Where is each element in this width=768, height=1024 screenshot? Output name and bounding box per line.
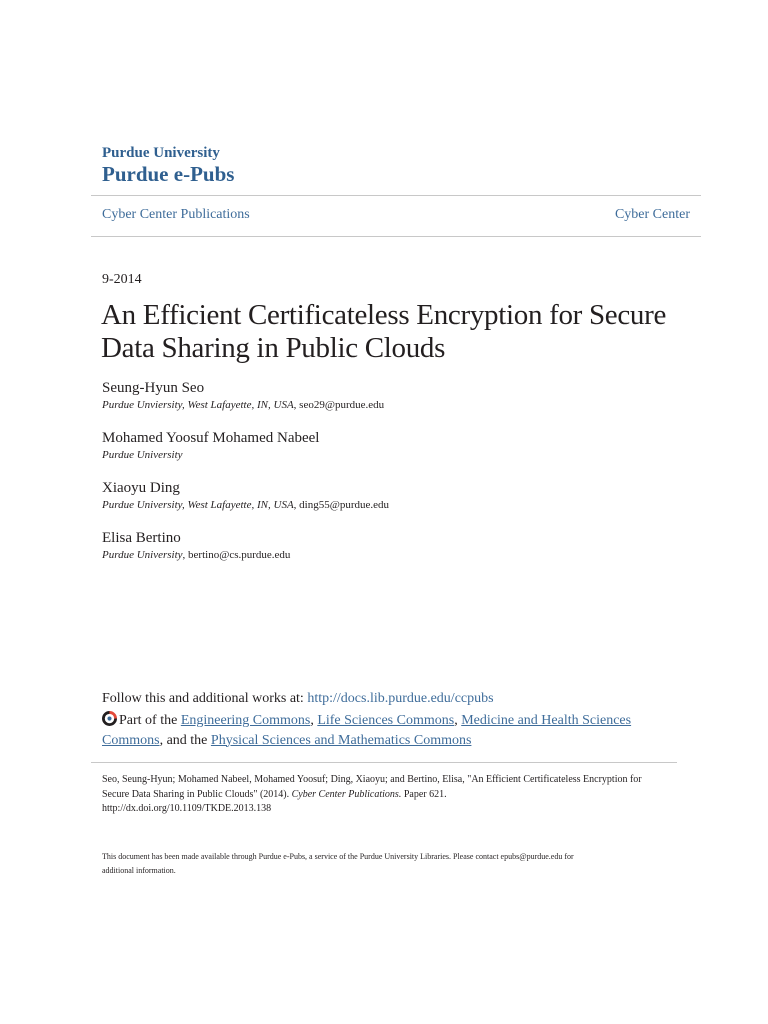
citation-divider — [91, 762, 677, 763]
author-entry — [102, 479, 692, 529]
author-name: Mohamed Yoosuf Mohamed Nabeel — [102, 430, 320, 446]
notice-line-1: This document has been made available through Purdue e-Pubs, a service of the Purdue University Libraries. Please contact epubs@purdue.edu for — [102, 852, 574, 861]
author-name: Elisa Bertino — [102, 530, 181, 546]
separator: , — [454, 713, 462, 728]
series-divider — [91, 236, 701, 237]
author-entry — [102, 379, 692, 429]
engineering-commons-link[interactable]: Engineering Commons — [180, 713, 311, 728]
medicine-health-sciences-link[interactable]: Medicine and Health Sciences — [461, 713, 632, 728]
affiliation-text: Purdue Unviersity, West Lafayette, IN, USA — [102, 399, 294, 411]
collection-link[interactable]: Cyber Center Publications — [102, 207, 250, 222]
author-list — [102, 379, 692, 579]
citation-series: Cyber Center Publications. — [291, 788, 402, 800]
citation-line-2a: Secure Data Sharing in Public Clouds" (2014). — [102, 788, 292, 800]
life-sciences-commons-link[interactable]: Life Sciences Commons — [317, 713, 455, 728]
repository-name[interactable]: Purdue e-Pubs — [102, 162, 235, 186]
author-affiliation — [102, 448, 692, 463]
affiliation-text: Purdue University, West Lafayette, IN, USA — [102, 499, 294, 511]
publication-date: 9-2014 — [102, 272, 142, 287]
top-divider — [91, 195, 701, 196]
author-entry — [102, 529, 692, 579]
separator: , and the — [159, 732, 211, 748]
repository-url-link[interactable]: http://docs.lib.purdue.edu/ccpubs — [307, 691, 494, 706]
author-email: , seo29@purdue.edu — [293, 399, 385, 411]
follow-line — [102, 689, 682, 708]
notice-line-2: additional information. — [102, 866, 176, 875]
affiliation-text: Purdue University — [102, 449, 183, 461]
author-name: Xiaoyu Ding — [102, 480, 180, 496]
creative-commons-network-icon — [102, 711, 117, 726]
author-affiliation — [102, 498, 692, 513]
author-email: , bertino@cs.purdue.edu — [182, 549, 291, 561]
citation-line-1: Seo, Seung-Hyun; Mohamed Nabeel, Mohamed Yoosuf; Ding, Xiaoyu; and Bertino, Elisa, "An Efficient Certificateless Encryption for — [102, 774, 642, 785]
author-email: , ding55@purdue.edu — [293, 499, 390, 511]
citation-doi[interactable]: http://dx.doi.org/10.1109/TKDE.2013.138 — [102, 803, 272, 814]
citation-line-2b: Paper 621. — [401, 788, 447, 800]
university-name[interactable]: Purdue University — [102, 145, 220, 161]
recommended-citation — [102, 773, 672, 817]
author-name: Seung-Hyun Seo — [102, 380, 205, 396]
follow-text: Follow this and additional works at: — [102, 691, 308, 706]
medicine-health-sciences-link-cont[interactable]: Commons — [102, 732, 160, 748]
part-of-text: Part of the — [119, 713, 181, 728]
series-bar — [102, 206, 690, 224]
separator: , — [310, 713, 318, 728]
author-affiliation — [102, 548, 692, 563]
center-link[interactable]: Cyber Center — [614, 207, 690, 222]
affiliation-text: Purdue University — [102, 549, 183, 561]
paper-title: An Efficient Certificateless Encryption for Secure Data Sharing in Public Clouds — [101, 299, 667, 364]
author-entry — [102, 429, 692, 479]
physical-sciences-math-commons-link[interactable]: Physical Sciences and Mathematics Commons — [210, 732, 472, 748]
commons-line — [102, 711, 662, 750]
repository-brand[interactable] — [102, 144, 234, 186]
author-affiliation — [102, 398, 692, 413]
availability-notice — [102, 850, 662, 878]
